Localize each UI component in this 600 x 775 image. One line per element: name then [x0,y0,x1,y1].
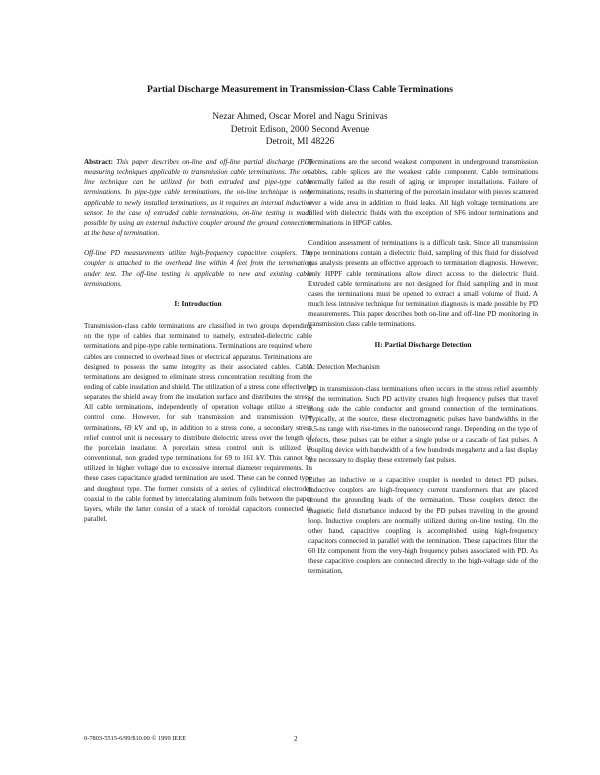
copyright-notice: 0-7803-5515-6/99/$10.00 © 1999 IEEE [84,735,187,742]
section-heading-introduction: I: Introduction [174,298,222,308]
body-paragraph-condition-assessment: Condition assessment of terminations is a difficult task. Since all transmission type terminations contain a dielectric fluid, sampling of this fluid for dissolved gas analysis presents an effective approach to termination diagnosis. However, only HPPF cable terminations allow direct access to the dielectric fluid. Extruded cable terminations are not designed for fluid sampling and in most cases the terminations must be opened to extract a small volume of fluid. A much less intrusive technique for termination diagnosis is made possible by PD measurements. This paper describes both on-line and off-line PD monitoring in transmission class cable terminations. [308,239,538,329]
body-paragraph-terminations: Terminations are the second weakest component in underground transmission cables, cable splices are the weakest cable component. Cable terminations normally failed as the result of aging or improper installations. Failure of terminations, results in shattering of the porcelain insulator with pieces scattered over a wide area in addition to fluid leaks. All high voltage terminations are filled with dielectric fluids with the exception of SF6 indoor terminations and terminations in HPGF cables. [308,158,538,227]
abstract-paragraph [84,157,312,238]
left-column [84,157,312,534]
abstract-text: This paper describes on-line and off-line partial discharge (PD) measuring techniques applicable to transmission cable terminations. The on-line technique can be utilized for both extruded and pipe-type cable terminations. In pipe-type cable terminations, the on-line technique is only applicable to newly installed terminations, as it requires an internal inductive sensor. In the case of extruded cable terminations, on-line testing is made possible by using an external inductive coupler around the ground connection at the base of termination. [84,158,312,238]
author-names: Nezar Ahmed, Oscar Morel and Nagu Srinivas [212,112,388,122]
body-paragraph-couplers: Either an inductive or a capacitive coupler is needed to detect PD pulses. Inductive couplers are high-frequency current transformers that are placed around the grounding leads of the termination. These couplers detect the magnetic field disturbance induced by the PD pulses traveling in the ground loop. Inductive couplers are normally utilized during on-line testing. On the other hand, capacitive coupling is accomplished using high-frequency capacitors connected in parallel with the termination. These capacitors filter the 60 Hz component from the very-high frequency pulses associated with PD. As these capacitive couplers are connected directly to the high-voltage side of the termination, [308,476,538,576]
author-location: Detroit, MI 48226 [265,137,335,147]
right-column [308,157,538,587]
section-heading-pd-detection: II: Partial Discharge Detection [374,339,472,349]
paper-title: Partial Discharge Measurement in Transmission-Class Cable Terminations [147,84,453,95]
body-paragraph-pd-origin: PD in transmission-class terminations often occurs in the stress relief assembly of the termination. Such PD activity creates high frequency pulses that travel along side the cable conductor and ground connection of the terminations. Typically, at the source, these electromagnetic pulses have bandwidths in the 1.5-ns range with rise-times in the nanosecond range. Depending on the type of defects, these pulses can be either a single pulse or a cascade of fast pulses. A coupling device with bandwidth of a few hundreds megahertz and a fast display are necessary to display these extremely fast pulses. [308,384,538,464]
abstract-paragraph-2: Off-line PD measurements utilize high-frequency capacitive couplers. The coupler is attached to the overhead line within 4 feet from the termination under test. The off-line testing is applicable to new and existing cable terminations. [84,249,312,288]
page-number: 2 [294,735,298,743]
author-affiliation: Detroit Edison, 2000 Second Avenue [230,124,370,135]
subsection-heading-detection-mechanism: A: Detection Mechanism [308,362,380,371]
intro-paragraph: Transmission-class cable terminations are classified in two groups depending on the type of cables that terminated to namely, extruded-dielectric cable terminations and pipe-type cable terminations. Terminations are required where cables are connected to overhead lines or electrical apparatus. Terminations are designed to possess the same integrity as their associated cables. Cable terminations are designed to eliminate stress concentration resulting from the ending of cable insulation and shield. The utilization of a stress cone effectively separates the shield away from the insulation surface and distributes the stress. All cable terminations, independently of operation voltage utilize a stress control cone. However, for sub transmission and transmission type terminations, 69 kV and up, in addition to a stress cone, a secondary stress relief control unit is necessary to distribute dielectric stress over the length of the porcelain insulator. A porcelain stress control unit is utilized in conventional, non graded type terminations for 69 to 161 kV. This cannot be utilized in higher voltage due to excessive internal diameter requirements. In these cases capacitance graded termination are used. These can be conned type and doughnut type. The former consists of a series of cylindrical electrodes coaxial to the cable formed by intercalating aluminum foils between the paper layers, while the latter consist of a stack of toroidal capacitors connected in parallel. [84,322,312,523]
author-block [0,111,600,149]
abstract-label: Abstract: [84,158,113,166]
